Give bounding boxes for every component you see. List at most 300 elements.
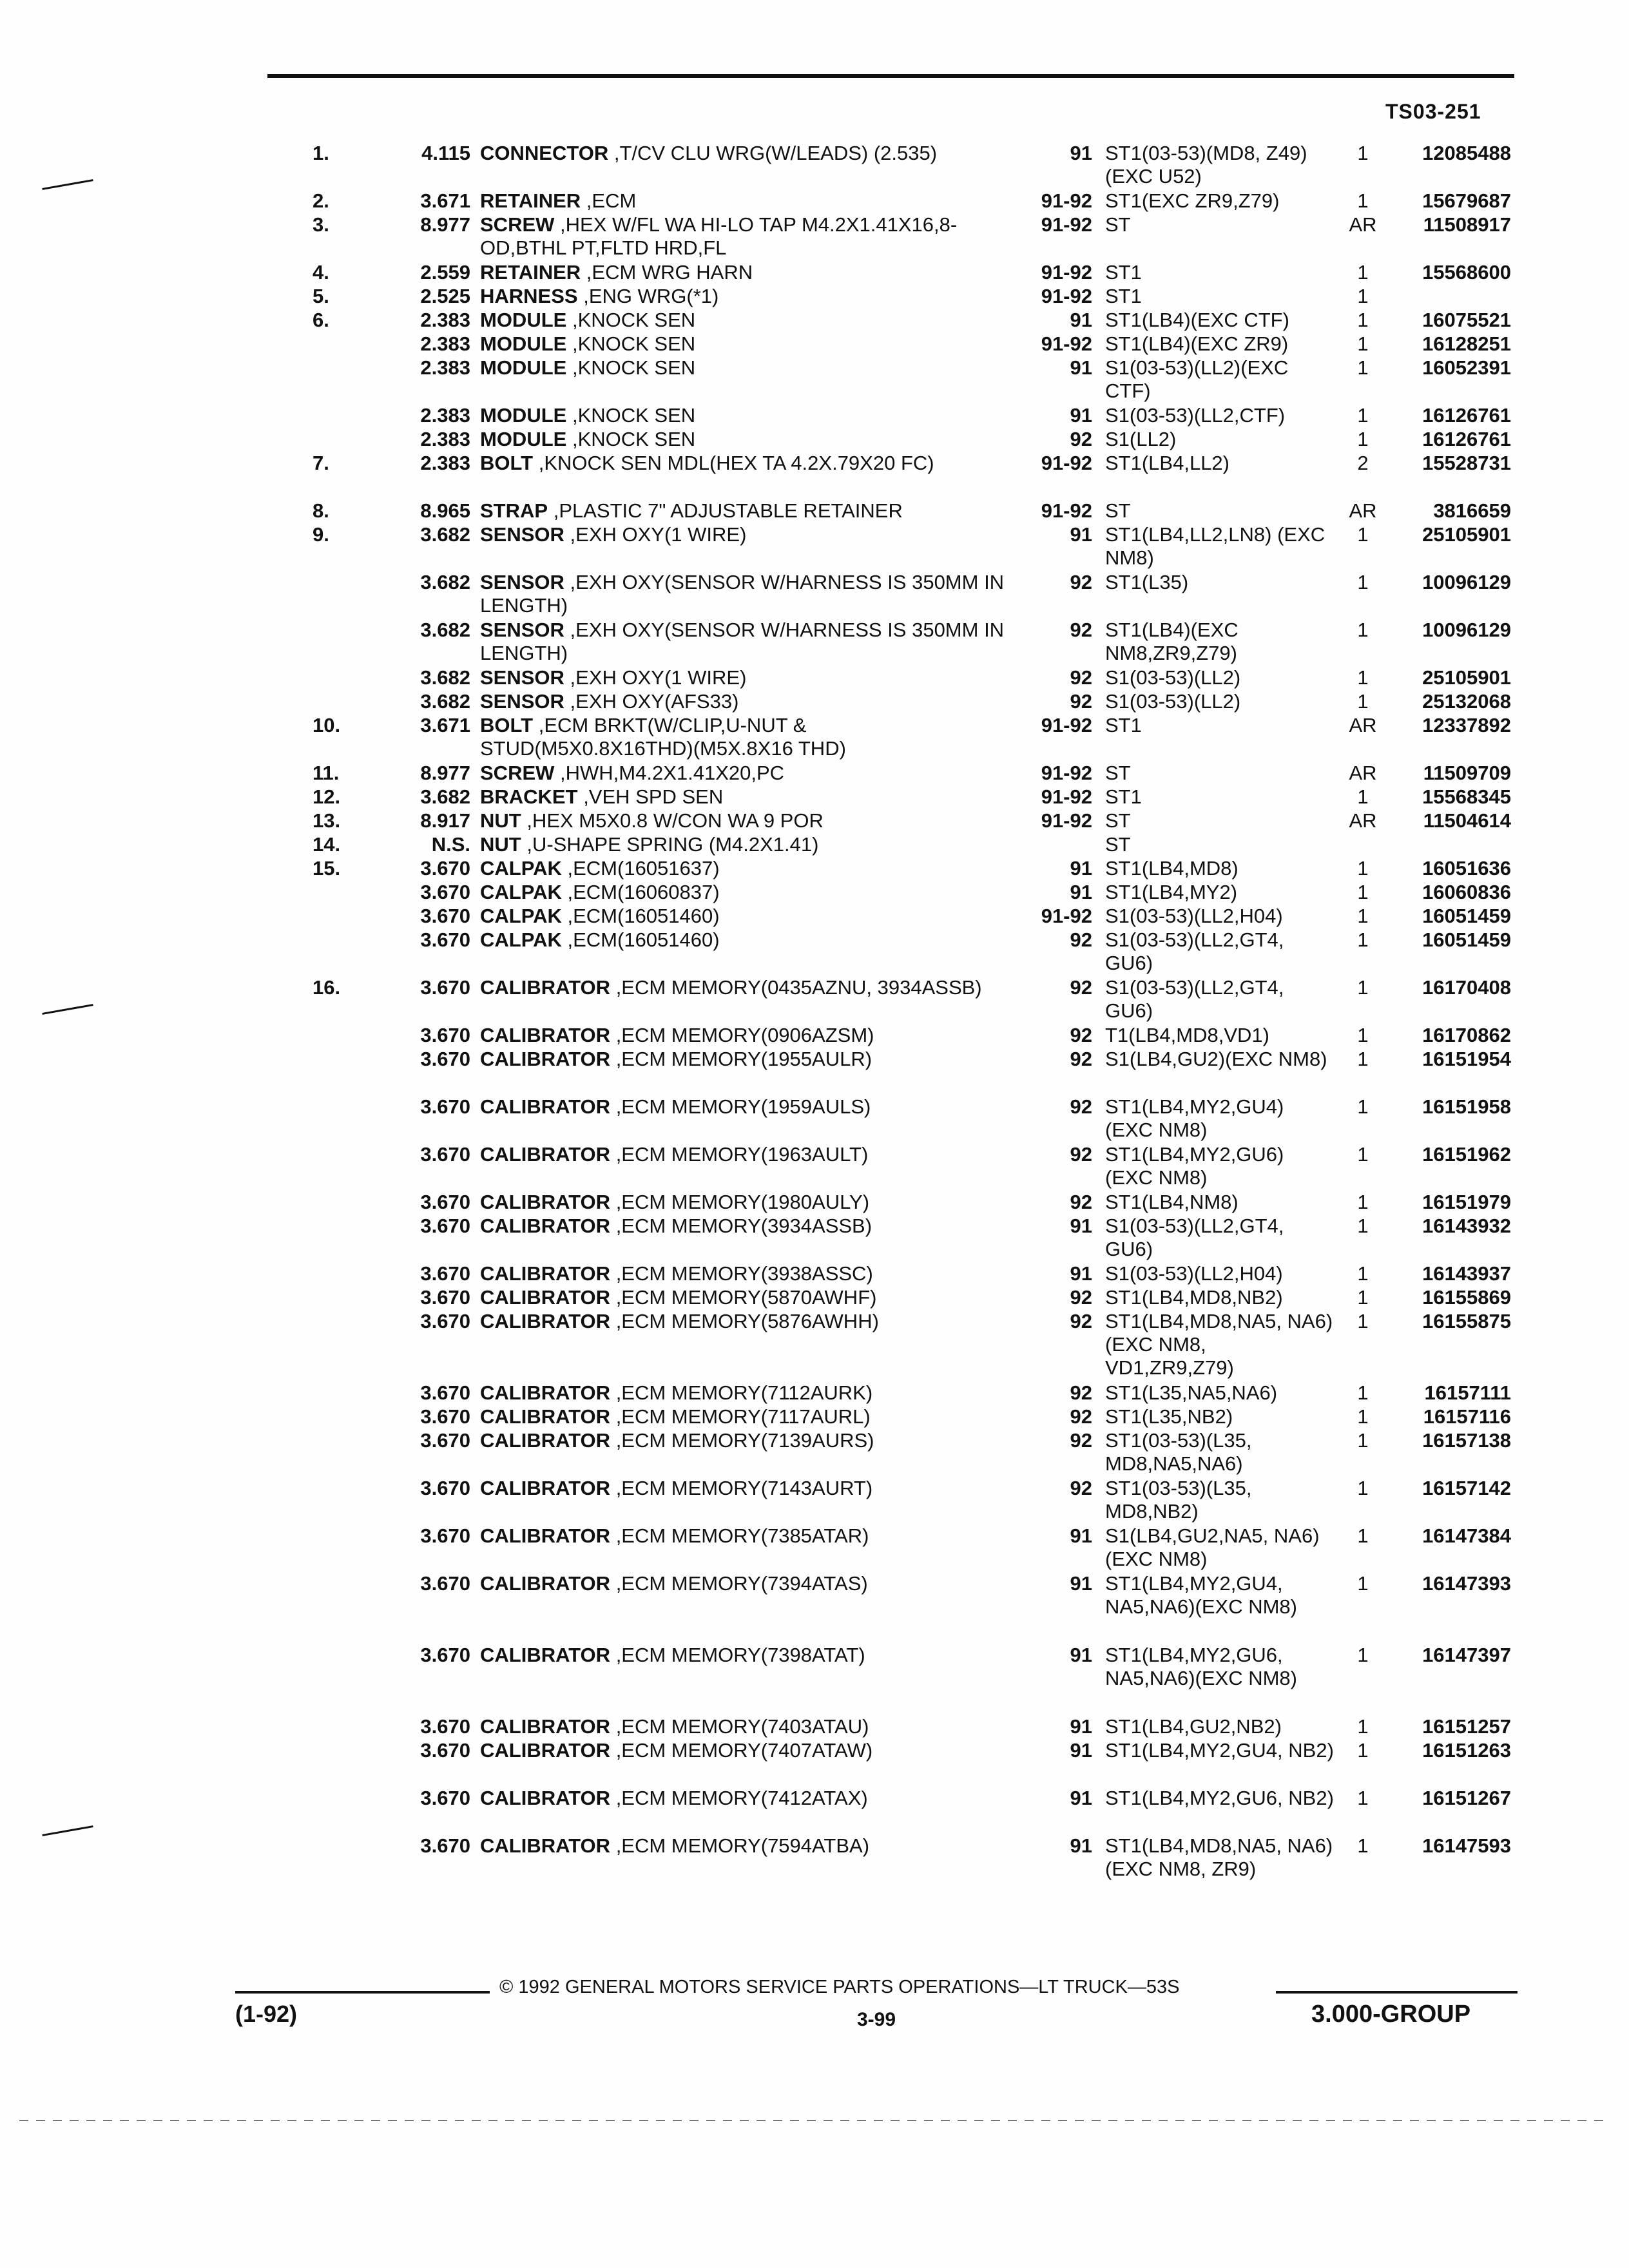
illustration-number: 10. <box>313 714 341 736</box>
usage-code: S1(03-53)(LL2) <box>1105 666 1241 689</box>
group-number: 3.682 <box>420 523 470 546</box>
part-detail: ,ENG WRG(*1) <box>583 285 719 307</box>
part-description <box>480 1644 1008 1667</box>
part-detail: ,KNOCK SEN <box>572 309 696 331</box>
group-number: 3.670 <box>420 1215 470 1237</box>
quantity: 1 <box>1357 1477 1369 1499</box>
part-description <box>480 1024 1008 1047</box>
part-name: CALIBRATOR <box>480 1191 611 1213</box>
model-year: 91 <box>1070 1215 1092 1237</box>
group-number: 3.670 <box>420 857 470 879</box>
part-number: 10096129 <box>1422 571 1511 593</box>
usage-code: ST1 <box>1105 714 1142 736</box>
part-number: 25132068 <box>1422 690 1511 713</box>
part-number: 16126761 <box>1422 428 1511 450</box>
model-year: 92 <box>1070 1477 1092 1499</box>
part-description <box>480 213 1008 260</box>
usage-code: ST1(LB4,GU2,NB2) <box>1105 1715 1282 1738</box>
part-name: SENSOR <box>480 619 564 641</box>
model-year: 91 <box>1070 142 1092 164</box>
part-row <box>0 1405 1629 1429</box>
part-description <box>480 619 1008 665</box>
part-detail: ,ECM MEMORY(1955AULR) <box>615 1048 872 1070</box>
scan-edge-line <box>19 2120 1611 2121</box>
model-year: 91-92 <box>1041 261 1092 284</box>
quantity: 1 <box>1357 881 1369 903</box>
part-description <box>480 785 1008 809</box>
group-number: 3.670 <box>420 928 470 951</box>
quantity: 1 <box>1357 261 1369 284</box>
part-name: CALIBRATOR <box>480 1834 611 1857</box>
part-detail: ,T/CV CLU WRG(W/LEADS) (2.535) <box>613 142 938 164</box>
usage-code: ST1(LB4,MY2) <box>1105 881 1238 903</box>
illustration-number: 8. <box>313 499 329 522</box>
usage-code: S1(03-53)(LL2)(EXC CTF) <box>1105 356 1289 402</box>
quantity: 1 <box>1357 142 1369 164</box>
part-detail: ,KNOCK SEN <box>572 404 696 427</box>
model-year: 91-92 <box>1041 213 1092 236</box>
quantity: 1 <box>1357 189 1369 212</box>
model-year: 91 <box>1070 1572 1092 1595</box>
part-row <box>0 976 1629 1024</box>
part-number: 15528731 <box>1422 452 1511 474</box>
quantity: 1 <box>1357 1048 1369 1070</box>
model-year: 91-92 <box>1041 809 1092 832</box>
part-number: 16151267 <box>1422 1787 1511 1809</box>
part-description <box>480 809 1008 832</box>
part-number: 16147397 <box>1422 1644 1511 1666</box>
model-year: 92 <box>1070 1429 1092 1452</box>
usage-code: ST1(L35) <box>1105 571 1189 593</box>
part-number: 11504614 <box>1423 809 1511 832</box>
part-row <box>0 356 1629 404</box>
group-number: 3.682 <box>420 619 470 641</box>
quantity: AR <box>1349 762 1377 784</box>
part-detail: ,ECM MEMORY(7139AURS) <box>615 1429 874 1452</box>
part-detail: ,PLASTIC 7" ADJUSTABLE RETAINER <box>553 499 903 522</box>
illustration-number: 1. <box>313 142 329 164</box>
part-detail: ,ECM WRG HARN <box>586 261 753 284</box>
part-name: MODULE <box>480 428 567 450</box>
quantity: 1 <box>1357 1191 1369 1213</box>
page-code: TS03-251 <box>1385 100 1481 123</box>
part-row <box>0 1024 1629 1048</box>
part-detail: ,ECM MEMORY(7412ATAX) <box>615 1787 868 1809</box>
part-number: 16157116 <box>1423 1405 1511 1428</box>
quantity: 2 <box>1357 452 1369 474</box>
part-detail: ,KNOCK SEN MDL(HEX TA 4.2X.79X20 FC) <box>538 452 934 474</box>
model-year: 92 <box>1070 571 1092 593</box>
part-description <box>480 666 1008 689</box>
model-year: 91-92 <box>1041 785 1092 808</box>
model-year: 92 <box>1070 1310 1092 1332</box>
usage-code: ST1(LB4,MY2,GU4, NA5,NA6)(EXC NM8) <box>1105 1572 1297 1618</box>
usage-code: ST1(LB4)(EXC ZR9) <box>1105 332 1289 355</box>
part-number: 16147384 <box>1422 1524 1511 1547</box>
group-number: 3.670 <box>420 1191 470 1213</box>
quantity: 1 <box>1357 1834 1369 1857</box>
part-description <box>480 261 1008 284</box>
part-detail: ,ECM MEMORY(7403ATAU) <box>615 1715 869 1738</box>
usage-code: S1(03-53)(LL2,GT4, GU6) <box>1105 928 1284 974</box>
part-number: 16170408 <box>1422 976 1511 999</box>
part-number: 25105901 <box>1422 666 1511 689</box>
part-detail: ,ECM MEMORY(1959AULS) <box>615 1095 871 1118</box>
usage-code: ST1(LB4,LL2) <box>1105 452 1229 474</box>
part-description <box>480 285 1008 308</box>
usage-code: S1(LB4,GU2,NA5, NA6)(EXC NM8) <box>1105 1524 1320 1570</box>
part-number: 16151958 <box>1422 1095 1511 1118</box>
model-year: 91 <box>1070 404 1092 427</box>
part-number: 25105901 <box>1422 523 1511 546</box>
part-description <box>480 976 1008 999</box>
quantity: 1 <box>1357 1787 1369 1809</box>
part-number: 12085488 <box>1422 142 1511 164</box>
part-name: CALIBRATOR <box>480 1095 611 1118</box>
group-number: 2.559 <box>420 261 470 284</box>
part-number: 12337892 <box>1422 714 1511 736</box>
part-row <box>0 666 1629 690</box>
usage-code: S1(03-53)(LL2,CTF) <box>1105 404 1286 427</box>
part-description <box>480 1834 1008 1858</box>
part-name: CALIBRATOR <box>480 1215 611 1237</box>
part-description <box>480 1572 1008 1595</box>
usage-code: S1(LL2) <box>1105 428 1177 450</box>
part-row <box>0 1381 1629 1405</box>
part-number: 15568600 <box>1422 261 1511 284</box>
page-number: 3-99 <box>857 2009 896 2030</box>
illustration-number: 5. <box>313 285 329 307</box>
part-number: 16151979 <box>1422 1191 1511 1213</box>
part-row <box>0 1524 1629 1572</box>
group-number: 3.670 <box>420 1024 470 1046</box>
part-name: CALIBRATOR <box>480 1405 611 1428</box>
model-year: 92 <box>1070 1286 1092 1309</box>
usage-code: T1(LB4,MD8,VD1) <box>1105 1024 1269 1046</box>
part-detail: ,ECM MEMORY(3934ASSB) <box>615 1215 872 1237</box>
illustration-number: 6. <box>313 309 329 331</box>
part-number: 16051459 <box>1422 905 1511 927</box>
part-detail: ,ECM MEMORY(7407ATAW) <box>615 1739 873 1762</box>
part-description <box>480 1048 1008 1071</box>
illustration-number: 12. <box>313 785 341 808</box>
part-description <box>480 1286 1008 1309</box>
part-description <box>480 523 1008 546</box>
part-row <box>0 523 1629 571</box>
usage-code: ST1(LB4,MD8,NB2) <box>1105 1286 1283 1309</box>
usage-code: ST1(LB4,LL2,LN8) (EXC NM8) <box>1105 523 1325 569</box>
usage-code: S1(03-53)(LL2) <box>1105 690 1241 713</box>
quantity: 1 <box>1357 1024 1369 1046</box>
part-row <box>0 857 1629 881</box>
part-name: CALIBRATOR <box>480 1524 611 1547</box>
top-rule <box>267 74 1514 78</box>
part-number: 16157111 <box>1424 1381 1511 1404</box>
part-row <box>0 833 1629 857</box>
group-number: N.S. <box>431 833 470 856</box>
part-row <box>0 905 1629 928</box>
group-number: 3.670 <box>420 1477 470 1499</box>
part-number: 11509709 <box>1423 762 1511 784</box>
model-year: 92 <box>1070 1024 1092 1046</box>
group-number: 2.383 <box>420 356 470 379</box>
group-number: 3.670 <box>420 976 470 999</box>
part-number: 16128251 <box>1422 332 1511 355</box>
usage-code: ST <box>1105 833 1131 856</box>
part-number: 16151962 <box>1422 1143 1511 1166</box>
usage-code: ST <box>1105 809 1131 832</box>
group-number: 2.383 <box>420 332 470 355</box>
group-number: 3.670 <box>420 1381 470 1404</box>
part-name: SCREW <box>480 762 555 784</box>
group-number: 3.670 <box>420 1834 470 1857</box>
part-number: 16126761 <box>1422 404 1511 427</box>
part-name: CALIBRATOR <box>480 1286 611 1309</box>
quantity: 1 <box>1357 1143 1369 1166</box>
usage-code: ST1(LB4,MD8,NA5, NA6)(EXC NM8, VD1,ZR9,Z79) <box>1105 1310 1333 1379</box>
part-name: SENSOR <box>480 523 564 546</box>
part-detail: ,EXH OXY(1 WIRE) <box>570 523 747 546</box>
part-name: NUT <box>480 809 521 832</box>
part-name: STRAP <box>480 499 548 522</box>
part-description <box>480 1477 1008 1500</box>
usage-code: ST1(LB4,NM8) <box>1105 1191 1239 1213</box>
part-detail: ,KNOCK SEN <box>572 428 696 450</box>
quantity: 1 <box>1357 1381 1369 1404</box>
part-row <box>0 213 1629 261</box>
part-detail: ,HEX W/FL WA HI-LO TAP M4.2X1.41X16,8-OD,BTHL PT,FLTD HRD,FL <box>480 213 958 259</box>
quantity: 1 <box>1357 1286 1369 1309</box>
group-number: 3.670 <box>420 1262 470 1285</box>
part-number: 16170862 <box>1422 1024 1511 1046</box>
part-name: BOLT <box>480 452 534 474</box>
group-number: 8.917 <box>420 809 470 832</box>
usage-code: S1(03-53)(LL2,GT4, GU6) <box>1105 976 1284 1022</box>
quantity: 1 <box>1357 1405 1369 1428</box>
part-name: CONNECTOR <box>480 142 609 164</box>
part-name: BRACKET <box>480 785 578 808</box>
part-name: CALPAK <box>480 928 562 951</box>
model-year: 91 <box>1070 1715 1092 1738</box>
group-number: 3.670 <box>420 1787 470 1809</box>
part-description <box>480 1262 1008 1285</box>
group-number: 2.525 <box>420 285 470 307</box>
part-row <box>0 404 1629 428</box>
group-number: 2.383 <box>420 404 470 427</box>
part-row <box>0 928 1629 976</box>
part-name: CALIBRATOR <box>480 1572 611 1595</box>
part-detail: ,EXH OXY(SENSOR W/HARNESS IS 350MM IN LENGTH) <box>480 571 1005 617</box>
quantity: 1 <box>1357 1215 1369 1237</box>
part-number: 11508917 <box>1423 213 1511 236</box>
quantity: 1 <box>1357 523 1369 546</box>
part-detail: ,ECM MEMORY(1980AULY) <box>615 1191 870 1213</box>
model-year: 91 <box>1070 356 1092 379</box>
part-detail: ,ECM(16051460) <box>567 928 720 951</box>
part-row <box>0 1048 1629 1095</box>
part-description <box>480 1405 1008 1428</box>
quantity: 1 <box>1357 905 1369 927</box>
model-year: 91-92 <box>1041 285 1092 307</box>
part-name: MODULE <box>480 309 567 331</box>
quantity: AR <box>1349 809 1377 832</box>
illustration-number: 15. <box>313 857 341 879</box>
quantity: 1 <box>1357 1310 1369 1332</box>
part-number: 16151263 <box>1422 1739 1511 1762</box>
part-description <box>480 309 1008 332</box>
model-year: 91 <box>1070 1787 1092 1809</box>
usage-code: ST1(LB4)(EXC NM8,ZR9,Z79) <box>1105 619 1239 664</box>
part-description <box>480 1143 1008 1166</box>
part-row <box>0 452 1629 499</box>
quantity: 1 <box>1357 1572 1369 1595</box>
part-description <box>480 690 1008 713</box>
quantity: 1 <box>1357 285 1369 307</box>
part-number: 16155869 <box>1422 1286 1511 1309</box>
usage-code: ST1(LB4,MY2,GU6) (EXC NM8) <box>1105 1143 1284 1189</box>
model-year: 91 <box>1070 1739 1092 1762</box>
part-description <box>480 356 1008 380</box>
part-number: 15679687 <box>1422 189 1511 212</box>
part-number: 16143932 <box>1422 1215 1511 1237</box>
part-detail: ,HEX M5X0.8 W/CON WA 9 POR <box>526 809 824 832</box>
part-number: 16151954 <box>1422 1048 1511 1070</box>
part-row <box>0 1834 1629 1906</box>
usage-code: ST1(LB4,MY2,GU4) (EXC NM8) <box>1105 1095 1284 1141</box>
model-year: 91 <box>1070 1262 1092 1285</box>
part-number: 16051636 <box>1422 857 1511 879</box>
part-detail: ,ECM MEMORY(1963AULT) <box>615 1143 869 1166</box>
part-detail: ,ECM MEMORY(7385ATAR) <box>615 1524 869 1547</box>
part-row <box>0 499 1629 523</box>
part-description <box>480 881 1008 904</box>
part-row <box>0 1787 1629 1834</box>
model-year: 92 <box>1070 428 1092 450</box>
part-name: CALPAK <box>480 881 562 903</box>
usage-code: ST1(LB4)(EXC CTF) <box>1105 309 1289 331</box>
group-number: 3.670 <box>420 1572 470 1595</box>
part-name: SENSOR <box>480 571 564 593</box>
part-name: RETAINER <box>480 189 581 212</box>
part-row <box>0 690 1629 714</box>
group-number: 3.670 <box>420 881 470 903</box>
part-row <box>0 309 1629 332</box>
group-number: 8.977 <box>420 762 470 784</box>
group-number: 3.670 <box>420 1715 470 1738</box>
usage-code: ST1(L35,NA5,NA6) <box>1105 1381 1278 1404</box>
part-number: 16147393 <box>1422 1572 1511 1595</box>
part-detail: ,ECM MEMORY(7398ATAT) <box>615 1644 865 1666</box>
illustration-number: 13. <box>313 809 341 832</box>
part-detail: ,ECM MEMORY(7594ATBA) <box>615 1834 870 1857</box>
illustration-number: 3. <box>313 213 329 236</box>
part-description <box>480 1715 1008 1738</box>
part-name: CALIBRATOR <box>480 1644 611 1666</box>
part-row <box>0 1477 1629 1524</box>
group-number: 2.383 <box>420 452 470 474</box>
usage-code: ST <box>1105 499 1131 522</box>
quantity: 1 <box>1357 928 1369 951</box>
parts-list <box>0 142 1629 1906</box>
part-name: CALIBRATOR <box>480 1787 611 1809</box>
part-row <box>0 1739 1629 1787</box>
part-detail: ,ECM MEMORY(7143AURT) <box>615 1477 873 1499</box>
part-detail: ,ECM MEMORY(7112AURK) <box>615 1381 873 1404</box>
model-year: 92 <box>1070 1405 1092 1428</box>
model-year: 91-92 <box>1041 452 1092 474</box>
model-year: 92 <box>1070 619 1092 641</box>
part-detail: ,EXH OXY(1 WIRE) <box>570 666 747 689</box>
part-name: CALIBRATOR <box>480 1739 611 1762</box>
part-number: 16052391 <box>1422 356 1511 379</box>
group-number: 3.670 <box>420 1095 470 1118</box>
part-number: 16157138 <box>1422 1429 1511 1452</box>
part-row <box>0 1262 1629 1286</box>
part-description <box>480 452 1008 475</box>
quantity: AR <box>1349 714 1377 736</box>
quantity: 1 <box>1357 666 1369 689</box>
part-description <box>480 499 1008 523</box>
part-number: 16157142 <box>1422 1477 1511 1499</box>
illustration-number: 11. <box>313 762 340 784</box>
part-row <box>0 619 1629 666</box>
part-description <box>480 928 1008 952</box>
part-detail: ,EXH OXY(AFS33) <box>570 690 739 713</box>
illustration-number: 2. <box>313 189 329 212</box>
group-number: 2.383 <box>420 428 470 450</box>
part-description <box>480 1095 1008 1119</box>
part-row <box>0 785 1629 809</box>
part-description <box>480 762 1008 785</box>
part-number: 16075521 <box>1422 309 1511 331</box>
part-row <box>0 428 1629 452</box>
group-number: 2.383 <box>420 309 470 331</box>
group-number: 3.670 <box>420 905 470 927</box>
part-name: CALIBRATOR <box>480 1429 611 1452</box>
model-year: 91 <box>1070 881 1092 903</box>
quantity: 1 <box>1357 1644 1369 1666</box>
part-detail: ,ECM <box>586 189 637 212</box>
part-name: MODULE <box>480 332 567 355</box>
quantity: 1 <box>1357 976 1369 999</box>
model-year: 91-92 <box>1041 189 1092 212</box>
group-number: 3.682 <box>420 785 470 808</box>
usage-code: ST1(LB4,MD8) <box>1105 857 1239 879</box>
group-number: 8.977 <box>420 213 470 236</box>
usage-code: S1(03-53)(LL2,H04) <box>1105 1262 1283 1285</box>
part-row <box>0 142 1629 189</box>
usage-code: ST1(LB4,MY2,GU6, NB2) <box>1105 1787 1334 1809</box>
part-description <box>480 857 1008 880</box>
part-row <box>0 809 1629 833</box>
group-number: 3.670 <box>420 1429 470 1452</box>
part-row <box>0 762 1629 785</box>
part-detail: ,KNOCK SEN <box>572 332 696 355</box>
part-name: CALIBRATOR <box>480 1262 611 1285</box>
part-number: 16151257 <box>1422 1715 1511 1738</box>
usage-code: S1(03-53)(LL2,GT4, GU6) <box>1105 1215 1284 1260</box>
model-year: 92 <box>1070 976 1092 999</box>
footer-group: 3.000-GROUP <box>1311 2001 1471 2028</box>
quantity: 1 <box>1357 1262 1369 1285</box>
part-number: 16051459 <box>1422 928 1511 951</box>
part-detail: ,ECM MEMORY(0435AZNU, 3934ASSB) <box>615 976 982 999</box>
part-name: CALIBRATOR <box>480 1381 611 1404</box>
part-detail: ,ECM MEMORY(5870AWHF) <box>615 1286 877 1309</box>
part-description <box>480 1524 1008 1548</box>
illustration-number: 7. <box>313 452 329 474</box>
part-detail: ,VEH SPD SEN <box>583 785 724 808</box>
